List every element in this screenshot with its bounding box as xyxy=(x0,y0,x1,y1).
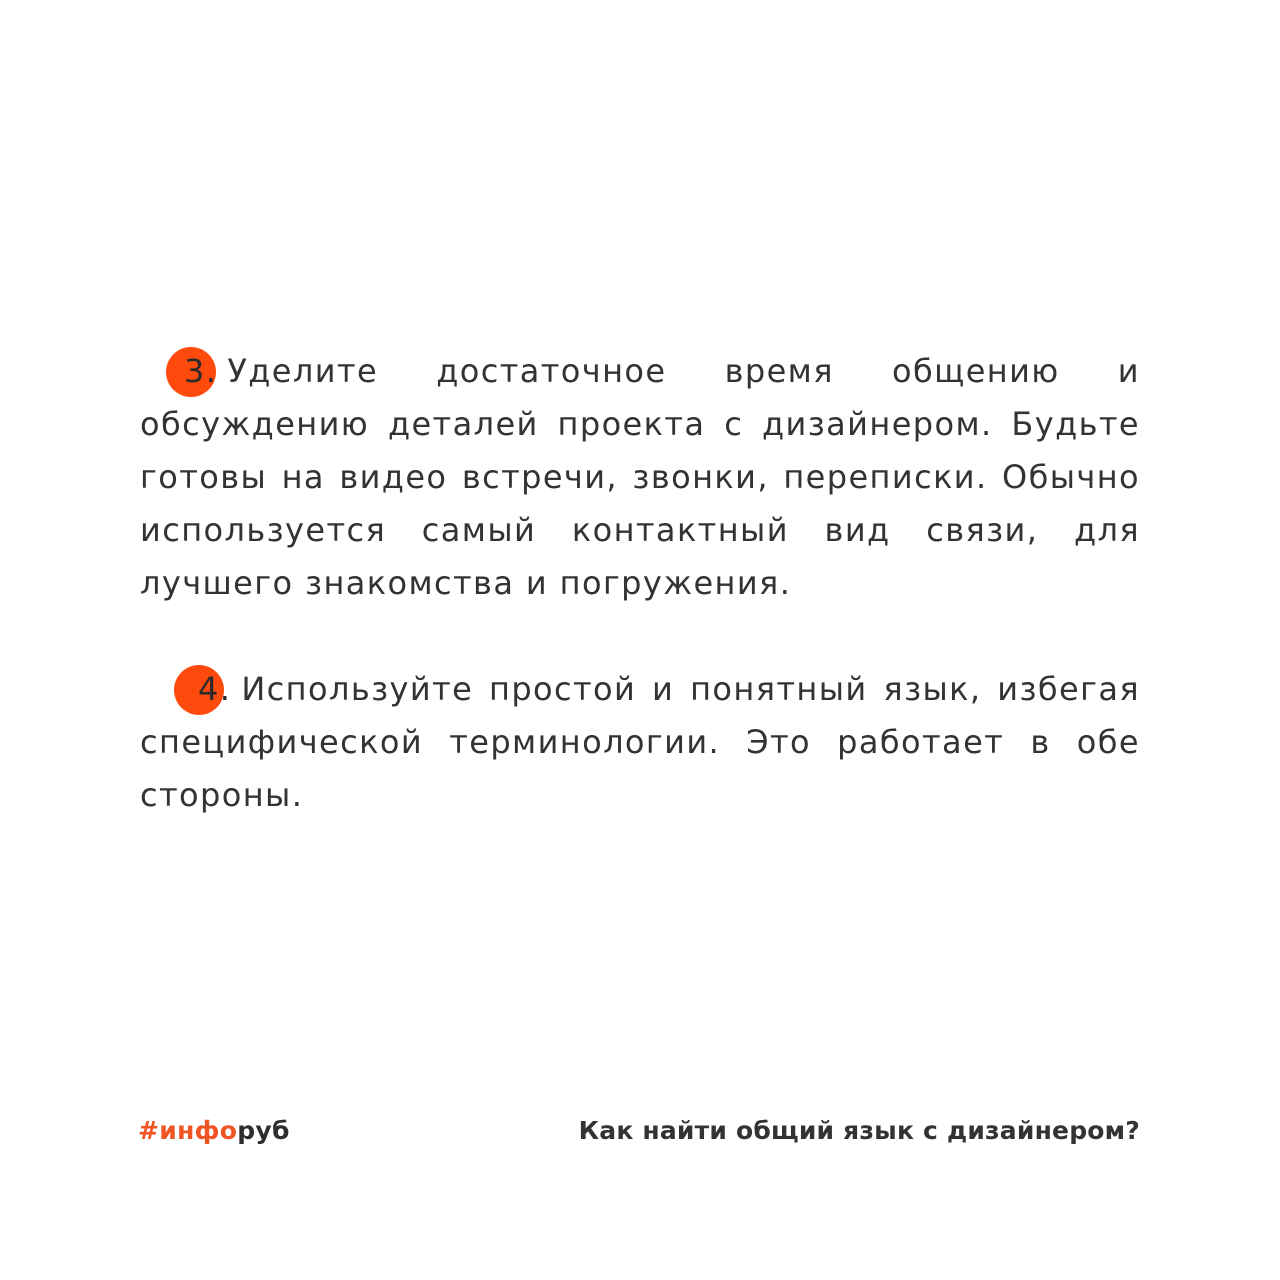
tip-text: Используйте простой и понятный язык, избегая специфической терминологии. Это работает в обе стороны. xyxy=(140,670,1140,814)
tip-number-badge xyxy=(198,663,231,716)
tip-number: 3. xyxy=(184,352,218,390)
tip-number: 4. xyxy=(198,670,232,708)
tip-paragraph-4 xyxy=(140,663,1140,822)
series-title: Как найти общий язык с дизайнером? xyxy=(578,1116,1140,1145)
hashtag-rest: руб xyxy=(237,1116,290,1145)
tip-text: Уделите достаточное время общению и обсуждению деталей проекта с дизайнером. Будьте готовы на видео встречи, звонки, переписки. Обычно используется самый контактный вид связи, для лучшего знакомства и погружения. xyxy=(140,352,1140,602)
hashtag-accent: #инфо xyxy=(138,1116,238,1145)
tip-number-badge xyxy=(184,345,217,398)
tip-paragraph-3 xyxy=(140,345,1140,610)
content-block xyxy=(140,345,1140,822)
hashtag-brand xyxy=(138,1113,290,1149)
